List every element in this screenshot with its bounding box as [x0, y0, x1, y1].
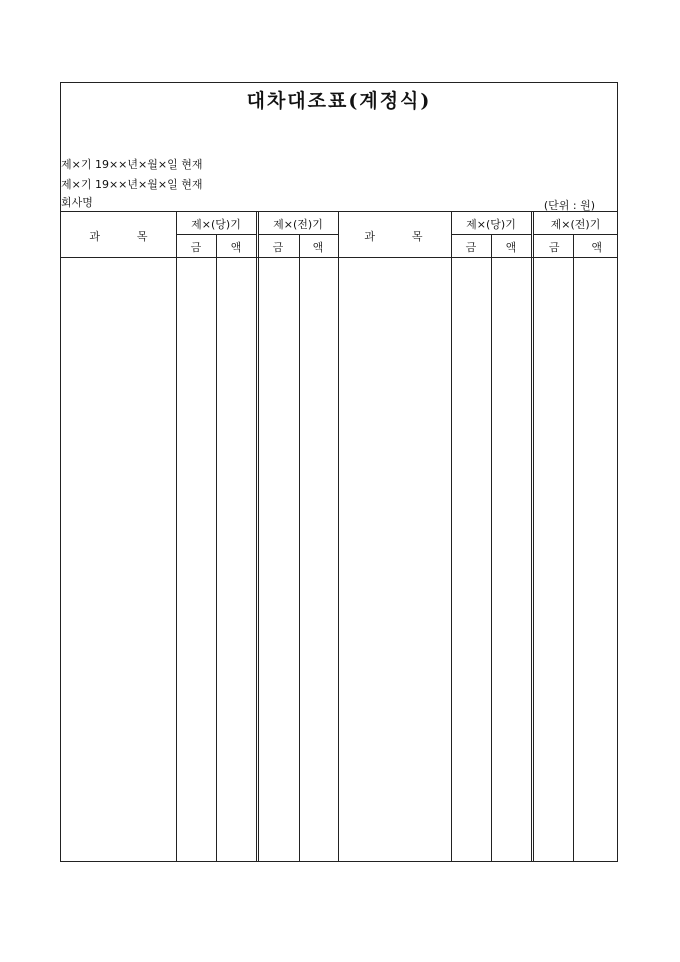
amount-header-char-1: 금	[548, 241, 560, 254]
left-double-divider-b	[258, 211, 259, 861]
account-header-char-2: 목	[411, 230, 423, 243]
left-account-header	[71, 228, 166, 244]
left-previous-period-header: 제×(전)기	[273, 218, 323, 231]
account-header-char-2: 목	[136, 230, 148, 243]
period-current-line: 제×기 19××년×월×일 현재	[61, 158, 203, 171]
header-bottom-rule	[61, 257, 618, 258]
right-current-amount-header	[451, 239, 531, 255]
amount-header-char-2: 액	[230, 241, 242, 254]
amount-header-char-2: 액	[591, 241, 603, 254]
right-account-header	[346, 228, 441, 244]
left-account-divider	[176, 211, 177, 861]
right-previous-inner-divider	[573, 234, 574, 861]
center-divider	[338, 211, 339, 861]
account-header-char-1: 과	[364, 230, 376, 243]
period-previous-line: 제×기 19××년×월×일 현재	[61, 178, 203, 191]
right-previous-period-header: 제×(전)기	[550, 218, 601, 231]
right-double-divider-b	[533, 211, 534, 861]
right-previous-sub-rule	[533, 234, 618, 235]
amount-header-char-2: 액	[505, 241, 517, 254]
left-current-period-header: 제×(당)기	[191, 218, 241, 231]
left-previous-inner-divider	[299, 234, 300, 861]
left-previous-sub-rule	[258, 234, 338, 235]
account-header-char-1: 과	[89, 230, 101, 243]
left-previous-amount-header	[258, 239, 338, 255]
right-current-period-header: 제×(당)기	[466, 218, 516, 231]
right-previous-amount-header	[533, 239, 618, 255]
left-current-inner-divider	[216, 234, 217, 861]
amount-header-char-2: 액	[312, 241, 324, 254]
document-title: 대차대조표(계정식)	[246, 90, 432, 112]
table-top-rule	[61, 211, 618, 212]
right-account-divider	[451, 211, 452, 861]
company-name-label: 회사명	[61, 196, 93, 209]
balance-sheet-frame	[60, 82, 618, 862]
right-double-divider-a	[531, 211, 532, 861]
left-double-divider-a	[256, 211, 257, 861]
amount-header-char-1: 금	[465, 241, 477, 254]
amount-header-char-1: 금	[190, 241, 202, 254]
amount-header-char-1: 금	[272, 241, 284, 254]
unit-label: (단위 : 원)	[543, 199, 595, 212]
left-current-amount-header	[176, 239, 256, 255]
right-current-inner-divider	[491, 234, 492, 861]
